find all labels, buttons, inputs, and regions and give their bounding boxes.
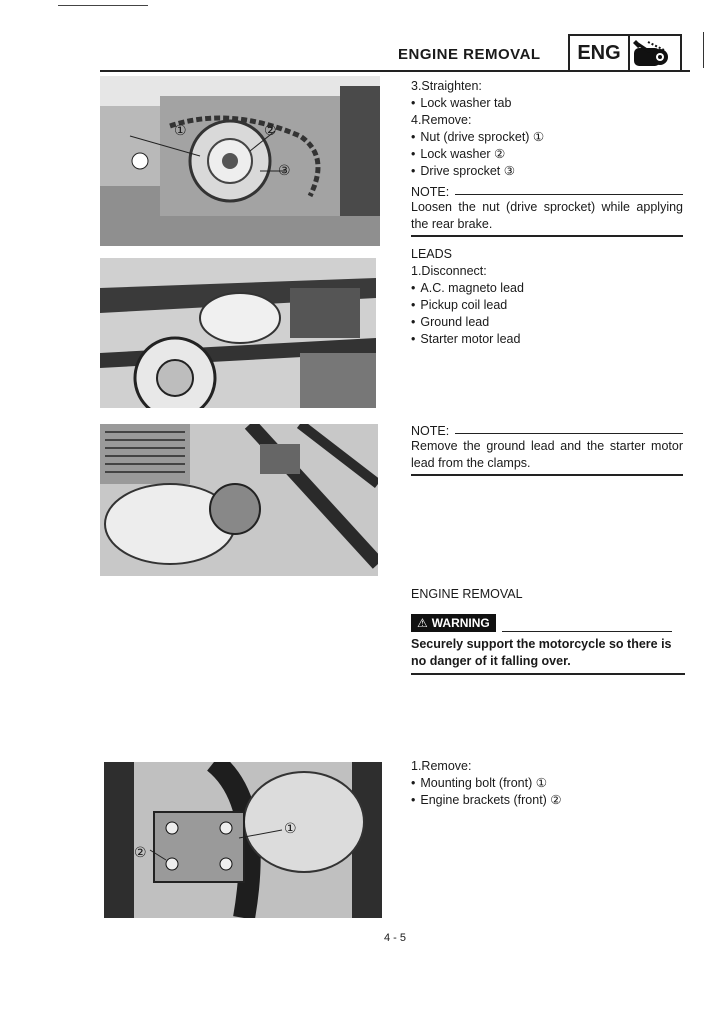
eng-badge-label: ENG — [570, 36, 630, 70]
photo-mounting-bolts — [104, 762, 382, 918]
photo-callout: ② — [264, 122, 277, 138]
note-text: Loosen the nut (drive sprocket) while applying the rear brake. — [411, 199, 683, 237]
list-item: • Lock washer tab — [411, 95, 691, 112]
header-rule — [100, 70, 690, 72]
list-item: • Engine brackets (front) ② — [411, 792, 691, 809]
engine-wrench-icon — [630, 36, 680, 70]
photo-engine-side — [100, 424, 378, 576]
photo-callout: ③ — [278, 162, 291, 178]
list-item: • Starter motor lead — [411, 331, 691, 348]
warning-text: Securely support the motorcycle so there is no danger of it falling over. — [411, 636, 685, 675]
step-disconnect: 1.Disconnect: — [411, 264, 487, 278]
photo-callout: ② — [134, 844, 147, 860]
warning-header — [411, 614, 672, 632]
note-text: Remove the ground lead and the starter motor lead from the clamps. — [411, 438, 683, 476]
leads-heading: LEADS — [411, 247, 452, 261]
eng-badge — [568, 34, 682, 70]
edge-mark — [703, 32, 704, 68]
page-number: 4 - 5 — [384, 932, 407, 944]
mounting-steps — [411, 758, 691, 809]
note-leads — [411, 424, 683, 476]
sprocket-steps — [411, 78, 691, 180]
photo-leads — [100, 258, 376, 408]
list-item: • Ground lead — [411, 314, 691, 331]
leads-steps — [411, 246, 691, 348]
section-title: ENGINE REMOVAL — [398, 46, 541, 63]
step-remove: 4.Remove: — [411, 113, 472, 127]
list-item: • A.C. magneto lead — [411, 280, 691, 297]
list-item: • Drive sprocket ③ — [411, 163, 691, 180]
engine-removal-heading: ENGINE REMOVAL — [411, 587, 523, 601]
top-margin-rule — [58, 5, 148, 6]
list-item: • Pickup coil lead — [411, 297, 691, 314]
list-item: • Mounting bolt (front) ① — [411, 775, 691, 792]
warning-label: WARNING — [431, 616, 490, 630]
list-item: • Lock washer ② — [411, 146, 691, 163]
photo-drive-sprocket — [100, 76, 380, 246]
warning-badge — [411, 614, 496, 632]
photo-callout: ① — [284, 820, 297, 836]
note-label: NOTE: — [411, 424, 450, 438]
step-remove: 1.Remove: — [411, 759, 472, 773]
photo-callout: ① — [174, 122, 187, 138]
list-item: • Nut (drive sprocket) ① — [411, 129, 691, 146]
note-sprocket — [411, 185, 683, 237]
note-label: NOTE: — [411, 185, 450, 199]
step-straighten: 3.Straighten: — [411, 79, 482, 93]
warning-triangle-icon: ⚠ — [417, 616, 428, 630]
